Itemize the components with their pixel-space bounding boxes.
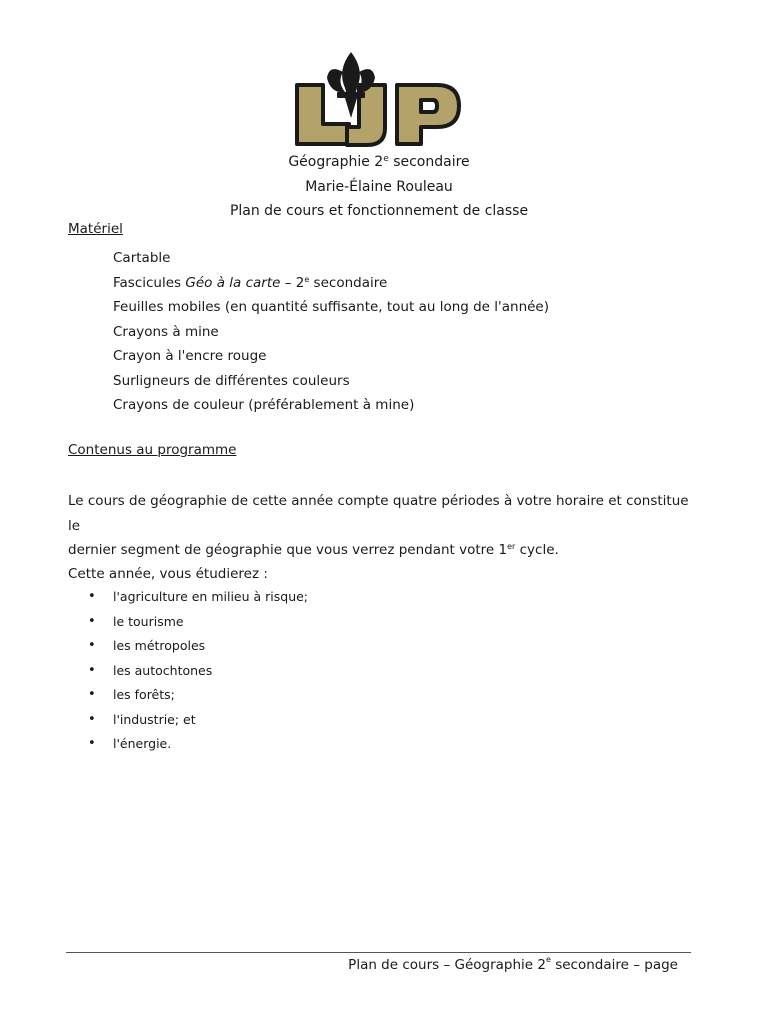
school-logo [293, 48, 463, 150]
page-footer: Plan de cours – Géographie 2e secondaire – page [348, 955, 678, 973]
material-item: Crayon à l'encre rouge [113, 348, 267, 364]
topic-item: • les métropoles [88, 634, 308, 659]
material-item: Crayons à mine [113, 323, 219, 340]
topic-item: • les forêts; [88, 683, 308, 708]
topic-item: • les autochtones [88, 659, 308, 684]
course-title: Géographie 2e secondaire [288, 154, 470, 170]
materials-heading: Matériel [68, 221, 123, 237]
topics-intro: Cette année, vous étudierez : [68, 566, 268, 582]
material-item: Fascicules Géo à la carte – 2e secondaire [113, 274, 388, 291]
course-description [68, 489, 698, 563]
material-item: Cartable [113, 250, 171, 266]
topic-item: • l'agriculture en milieu à risque; [88, 585, 308, 610]
teacher-name: Marie-Élaine Rouleau [305, 178, 453, 195]
topic-item: • l'énergie. [88, 732, 308, 757]
topic-item: • le tourisme [88, 610, 308, 635]
footer-divider [66, 952, 691, 953]
contents-heading: Contenus au programme [68, 442, 237, 458]
description-line: dernier segment de géographie que vous verrez pendant votre 1er cycle. [68, 542, 559, 558]
description-line: Le cours de géographie de cette année compte quatre périodes à votre horaire et constitue le [68, 493, 689, 534]
document-header [0, 150, 758, 224]
document-subtitle: Plan de cours et fonctionnement de classe [229, 203, 529, 219]
material-item: Feuilles mobiles (en quantité suffisante, tout au long de l'année) [113, 299, 550, 315]
materials-list [113, 246, 549, 418]
topics-list [88, 585, 308, 757]
topic-item: • l'industrie; et [88, 708, 308, 733]
material-item: Crayons de couleur (préférablement à mine) [113, 397, 415, 413]
material-item: Surligneurs de différentes couleurs [113, 372, 350, 389]
